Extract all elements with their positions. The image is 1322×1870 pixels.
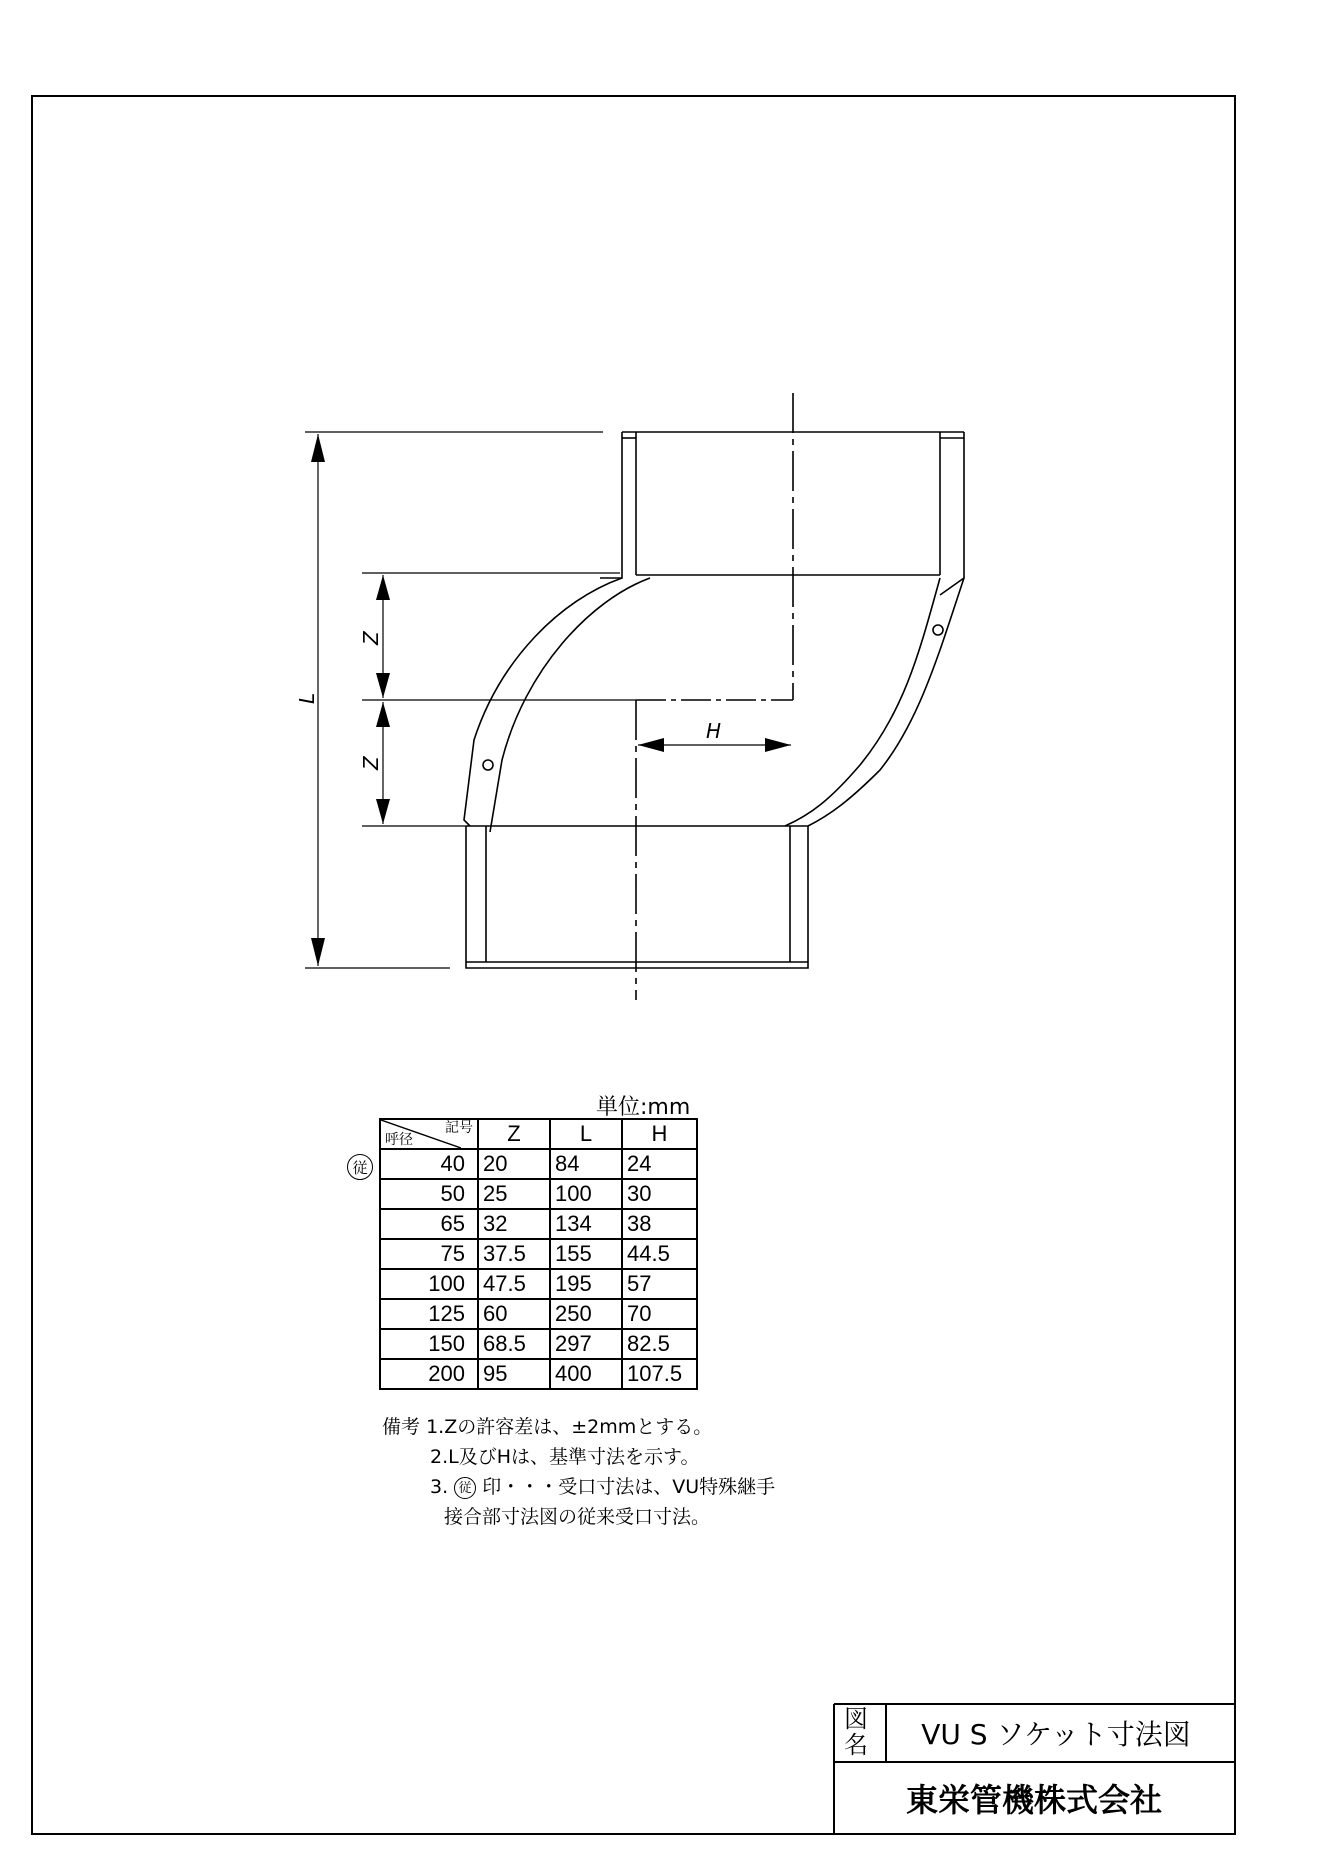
remark-prefix: 備考	[382, 1416, 421, 1438]
old-standard-mark: 従	[347, 1154, 373, 1180]
remark-3-continued: 接合部寸法図の従来受口寸法。	[444, 1506, 711, 1528]
cell-l: 155	[550, 1239, 622, 1269]
cell-size: 200	[380, 1359, 478, 1389]
dim-H-label: H	[706, 719, 722, 743]
dim-Z-lower-label: Z	[359, 756, 383, 770]
company-name: 東栄管機株式会社	[905, 1781, 1162, 1819]
dim-L-label: L	[295, 692, 319, 704]
cell-z: 95	[478, 1359, 550, 1389]
cell-l: 195	[550, 1269, 622, 1299]
cell-z: 68.5	[478, 1329, 550, 1359]
cell-z: 47.5	[478, 1269, 550, 1299]
header-h: H	[622, 1119, 697, 1149]
cell-z: 20	[478, 1149, 550, 1179]
cell-l: 297	[550, 1329, 622, 1359]
cell-l: 84	[550, 1149, 622, 1179]
cell-size: 100	[380, 1269, 478, 1299]
cell-l: 250	[550, 1299, 622, 1329]
cell-size: 150	[380, 1329, 478, 1359]
cell-z: 60	[478, 1299, 550, 1329]
remark-2: 2.L及びHは、基準寸法を示す。	[430, 1446, 700, 1468]
cell-l: 400	[550, 1359, 622, 1389]
remark-1: 1.Zの許容差は、±2mmとする。	[426, 1416, 713, 1438]
cell-z: 37.5	[478, 1239, 550, 1269]
cell-h: 70	[622, 1299, 697, 1329]
cell-z: 25	[478, 1179, 550, 1209]
cell-l: 100	[550, 1179, 622, 1209]
cell-h: 38	[622, 1209, 697, 1239]
cell-size: 65	[380, 1209, 478, 1239]
remark-3-num: 3.	[430, 1476, 449, 1498]
remark-3-text: 印・・・受口寸法は、VU特殊継手	[482, 1476, 776, 1498]
cell-size: 50	[380, 1179, 478, 1209]
cell-size: 75	[380, 1239, 478, 1269]
cell-h: 30	[622, 1179, 697, 1209]
unit-label: 単位:mm	[596, 1095, 691, 1120]
remark-3-mark: 従	[454, 1477, 476, 1499]
dim-Z-upper-label: Z	[359, 631, 383, 645]
cell-size: 125	[380, 1299, 478, 1329]
header-symbol: 記号	[445, 1119, 473, 1135]
cell-z: 32	[478, 1209, 550, 1239]
header-nominal: 呼径	[385, 1131, 413, 1147]
cell-h: 107.5	[622, 1359, 697, 1389]
cell-size: 40	[380, 1149, 478, 1179]
cell-l: 134	[550, 1209, 622, 1239]
header-z: Z	[478, 1119, 550, 1149]
title-block-label: 図名	[844, 1705, 868, 1759]
cell-h: 57	[622, 1269, 697, 1299]
cell-h: 82.5	[622, 1329, 697, 1359]
cell-h: 44.5	[622, 1239, 697, 1269]
header-l: L	[550, 1119, 622, 1149]
cell-h: 24	[622, 1149, 697, 1179]
drawing-title: VU S ソケット寸法図	[921, 1718, 1191, 1751]
